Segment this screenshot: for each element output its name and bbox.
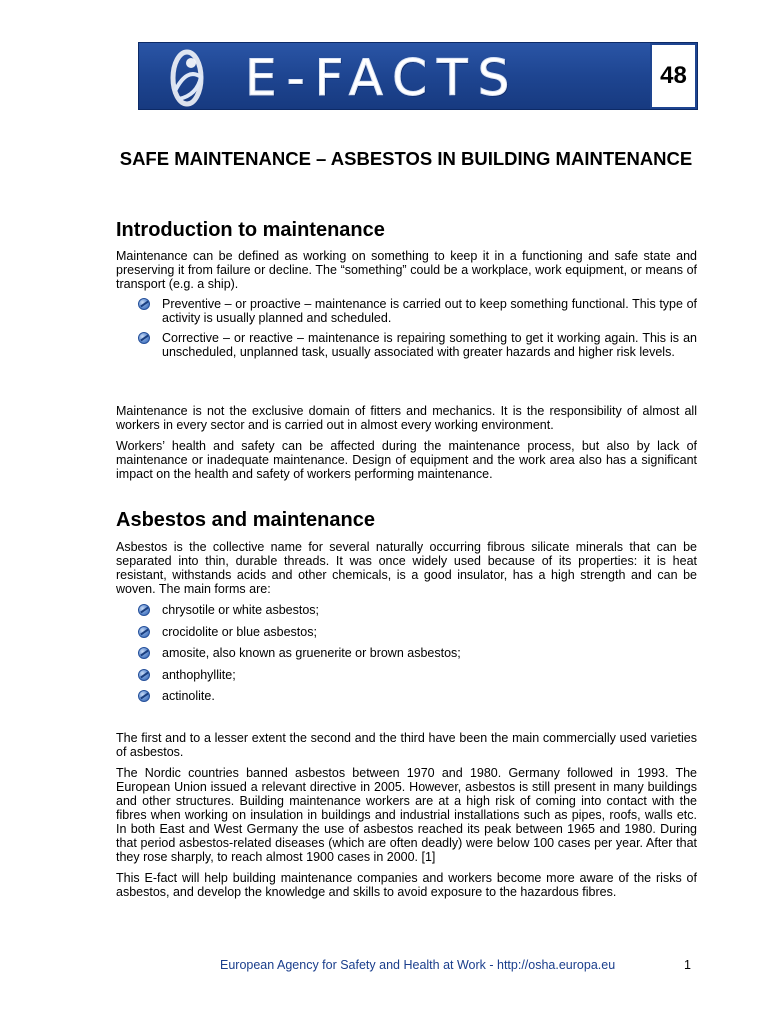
section-heading-introduction: Introduction to maintenance [116,219,385,241]
banner-title: E-FACTS [245,49,520,107]
list-item-text: chrysotile or white asbestos; [162,603,320,617]
paragraph: Workers’ health and safety can be affected during the maintenance process, but also by lack of maintenance or inadequate maintenance. Design of equipment and the work area also has a significant impact on the health and safety of workers performing maintenance. [116,439,697,481]
efacts-banner [138,42,698,110]
efact-number: 48 [650,43,697,109]
bullet-icon [138,647,150,659]
paragraph: The Nordic countries banned asbestos between 1970 and 1980. Germany followed in 1993. The European Union issued a relevant directive in 2005. However, asbestos is still present in many buildings and other structures. Building maintenance workers are at a high risk of coming into contact with the fibres when working on insulation in buildings and industrial installations such as pipes, roofs, walls etc. In both East and West Germany the use of asbestos reached its peak between 1965 and 1980. During that period asbestos-related diseases (which are often deadly) were below 100 cases per year. After that they rose sharply, to reach almost 1900 cases in 2000. [1] [116,766,697,864]
maintenance-types-list [138,297,697,359]
section-heading-asbestos: Asbestos and maintenance [116,509,375,531]
list-item-text: actinolite. [162,689,215,703]
bullet-icon [138,626,150,638]
list-item [138,331,697,359]
list-item [138,646,697,660]
osha-logo-icon [157,47,217,109]
page-number: 1 [684,958,691,972]
paragraph: This E-fact will help building maintenance companies and workers become more aware of the risks of asbestos, and develop the knowledge and skills to avoid exposure to the hazardous fibres. [116,871,697,899]
bullet-icon [138,332,150,344]
list-item-text: amosite, also known as gruenerite or brown asbestos; [162,646,461,660]
paragraph: Asbestos is the collective name for several naturally occurring fibrous silicate minerals that can be separated into thin, durable threads. It was once widely used because of its properties: it is heat resistant, withstands acids and other chemicals, is a good insulator, has a high strength and can be woven. The main forms are: [116,540,697,596]
asbestos-forms-list [138,603,697,703]
list-item-text: Preventive – or proactive – maintenance is carried out to keep something functional. This type of activity is usually planned and scheduled. [162,297,697,325]
list-item [138,689,697,703]
footer-agency-link[interactable]: European Agency for Safety and Health at Work - http://osha.europa.eu [220,958,616,972]
document-title: SAFE MAINTENANCE – ASBESTOS IN BUILDING MAINTENANCE [119,148,693,169]
bullet-icon [138,690,150,702]
list-item [138,668,697,682]
list-item [138,603,697,617]
list-item [138,625,697,639]
bullet-icon [138,669,150,681]
bullet-icon [138,298,150,310]
list-item [138,297,697,325]
paragraph: Maintenance is not the exclusive domain of fitters and mechanics. It is the responsibility of almost all workers in every sector and is carried out in almost every working environment. [116,404,697,432]
paragraph: Maintenance can be defined as working on something to keep it in a functioning and safe state and preserving it from failure or decline. The “something” could be a workplace, work equipment, or means of transport (e.g. a ship). [116,249,697,291]
bullet-icon [138,604,150,616]
list-item-text: crocidolite or blue asbestos; [162,624,317,639]
paragraph: The first and to a lesser extent the second and the third have been the main commercially used varieties of asbestos. [116,731,697,759]
list-item-text: Corrective – or reactive – maintenance is repairing something to get it working again. This is an unscheduled, unplanned task, usually associated with greater hazards and higher risk levels. [162,331,697,359]
list-item-text: anthophyllite; [162,667,236,682]
